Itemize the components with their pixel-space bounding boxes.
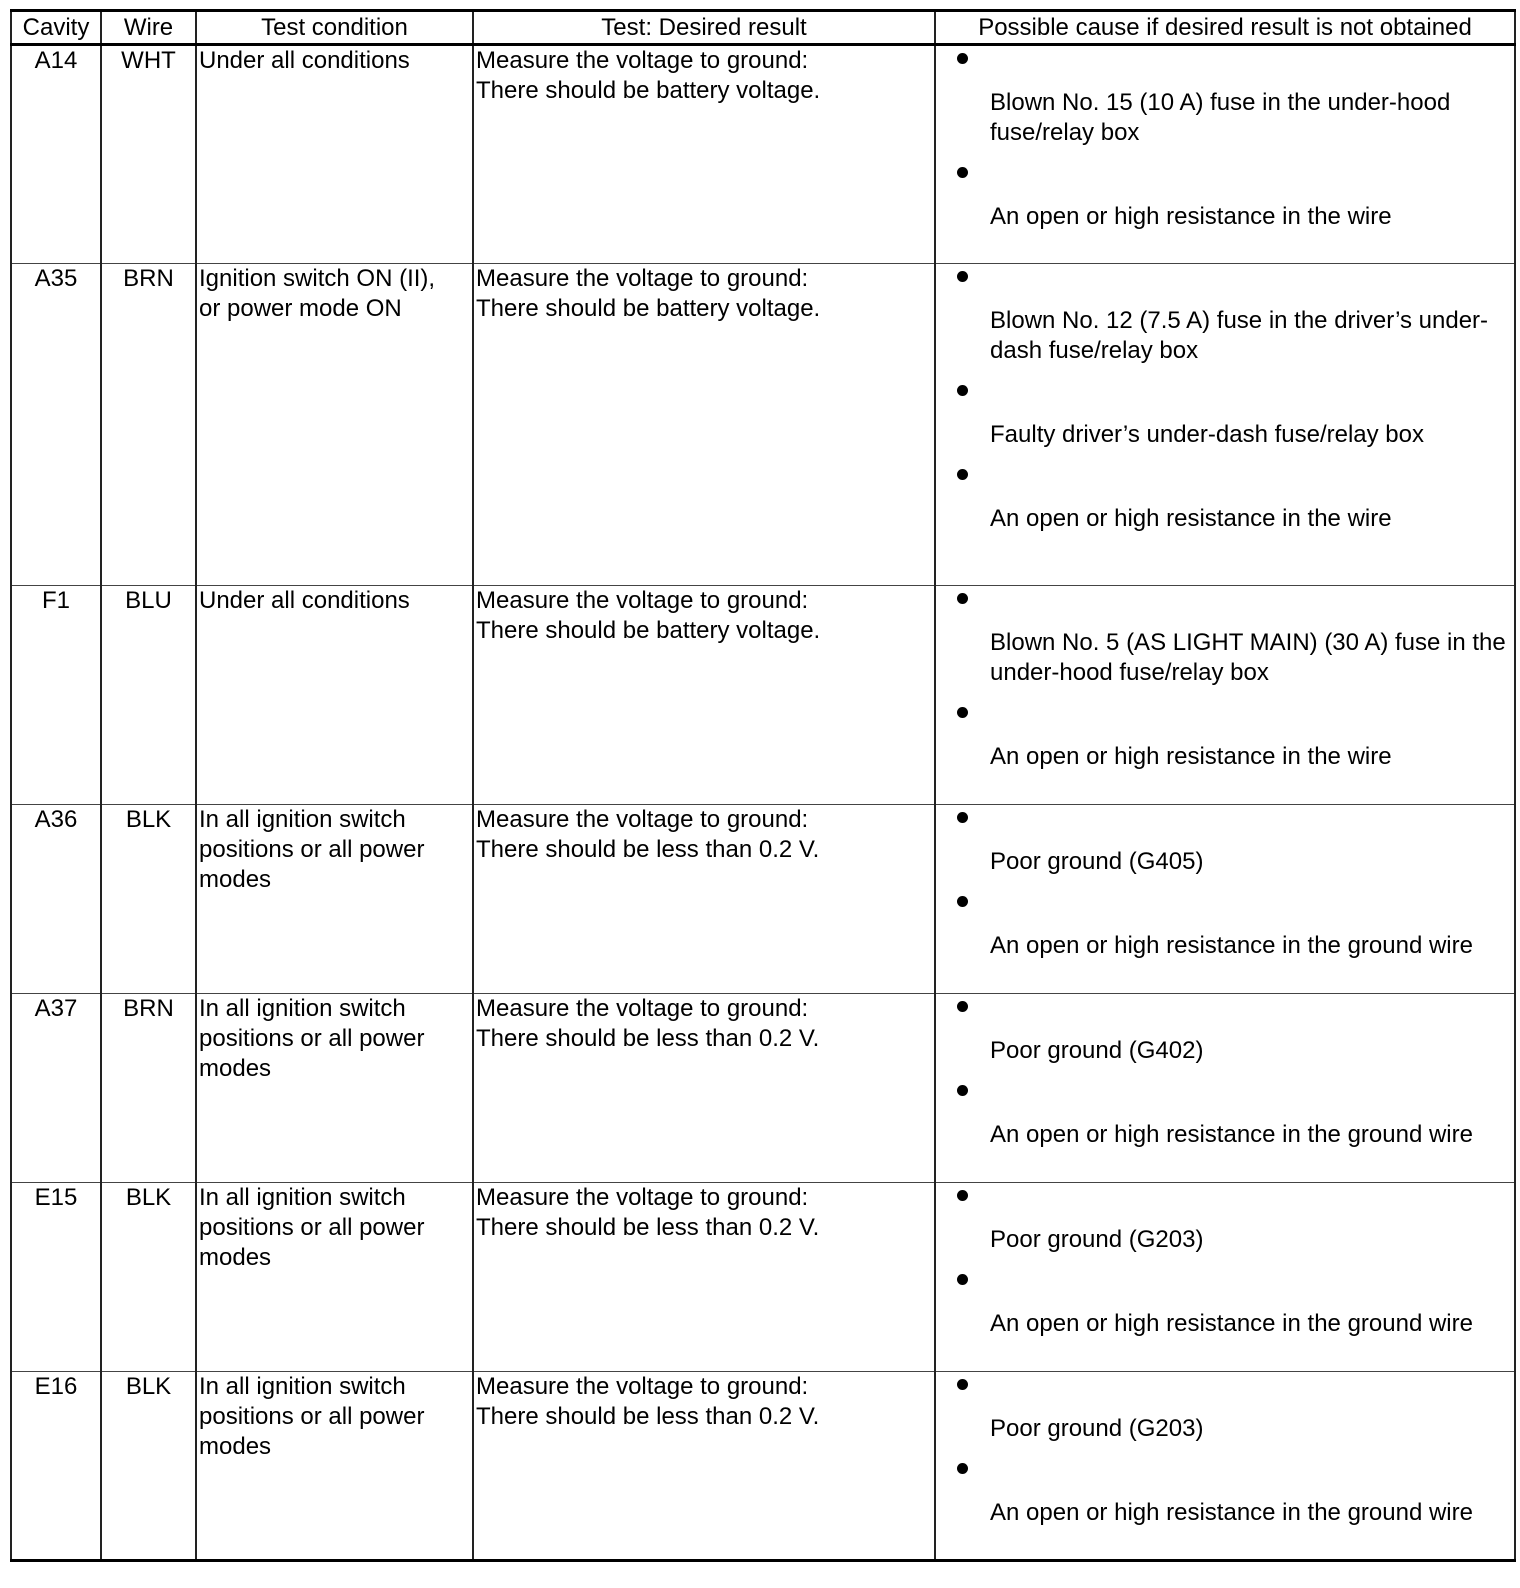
cell-wire: WHT	[101, 45, 196, 264]
bullet-icon	[957, 385, 968, 396]
cell-possible-cause	[935, 586, 1515, 805]
cell-possible-cause	[935, 1372, 1515, 1561]
cell-possible-cause	[935, 1183, 1515, 1372]
cell-test-condition: Ignition switch ON (II), or power mode ON	[196, 264, 473, 586]
header-test-condition: Test condition	[196, 11, 473, 45]
cause-text: Poor ground (G203)	[990, 1415, 1204, 1442]
bullet-icon	[957, 53, 968, 64]
bullet-icon	[957, 469, 968, 480]
cell-cavity: A36	[11, 805, 101, 994]
bullet-icon	[957, 896, 968, 907]
cause-text: An open or high resistance in the ground wire	[990, 932, 1473, 959]
cause-item	[938, 994, 1512, 1078]
cell-wire: BRN	[101, 264, 196, 586]
bullet-icon	[957, 812, 968, 823]
cause-item	[938, 46, 1512, 160]
cause-item	[938, 378, 1512, 462]
cell-cavity: A14	[11, 45, 101, 264]
cause-text: Poor ground (G405)	[990, 848, 1204, 875]
table-row	[11, 264, 1515, 586]
cause-item	[938, 264, 1512, 378]
cell-possible-cause	[935, 264, 1515, 586]
bullet-icon	[957, 1001, 968, 1012]
header-possible-cause: Possible cause if desired result is not obtained	[935, 11, 1515, 45]
cause-item	[938, 160, 1512, 232]
cause-item	[938, 889, 1512, 961]
cell-test-condition: In all ignition switch positions or all power modes	[196, 805, 473, 994]
cell-possible-cause	[935, 994, 1515, 1183]
cell-wire: BLK	[101, 1372, 196, 1561]
cause-text: An open or high resistance in the wire	[990, 203, 1392, 230]
cell-wire: BLK	[101, 805, 196, 994]
table-row	[11, 1183, 1515, 1372]
bullet-icon	[957, 1463, 968, 1474]
cell-test-desired-result: Measure the voltage to ground: There should be battery voltage.	[473, 586, 935, 805]
cause-item	[938, 700, 1512, 772]
cause-text: An open or high resistance in the wire	[990, 505, 1392, 532]
header-test-desired-result: Test: Desired result	[473, 11, 935, 45]
cell-wire: BRN	[101, 994, 196, 1183]
cause-text: An open or high resistance in the ground wire	[990, 1121, 1473, 1148]
header-cavity: Cavity	[11, 11, 101, 45]
cause-item	[938, 1183, 1512, 1267]
bullet-icon	[957, 593, 968, 604]
cause-text: Blown No. 15 (10 A) fuse in the under-hood fuse/relay box	[990, 89, 1451, 146]
bullet-icon	[957, 1274, 968, 1285]
table-row	[11, 805, 1515, 994]
cause-item	[938, 462, 1512, 534]
table-row	[11, 45, 1515, 264]
cell-cavity: A35	[11, 264, 101, 586]
troubleshooting-table	[10, 9, 1516, 1562]
cell-test-desired-result: Measure the voltage to ground: There should be less than 0.2 V.	[473, 1183, 935, 1372]
cause-text: Faulty driver’s under-dash fuse/relay box	[990, 421, 1424, 448]
cause-item	[938, 586, 1512, 700]
bullet-icon	[957, 707, 968, 718]
cause-text: Blown No. 5 (AS LIGHT MAIN) (30 A) fuse in the under-hood fuse/relay box	[990, 629, 1506, 686]
cell-test-desired-result: Measure the voltage to ground: There should be less than 0.2 V.	[473, 805, 935, 994]
cell-test-condition: Under all conditions	[196, 45, 473, 264]
cell-wire: BLK	[101, 1183, 196, 1372]
cause-item	[938, 1456, 1512, 1528]
table-row	[11, 994, 1515, 1183]
cell-cavity: F1	[11, 586, 101, 805]
cell-test-desired-result: Measure the voltage to ground: There should be less than 0.2 V.	[473, 994, 935, 1183]
cause-item	[938, 1078, 1512, 1150]
cell-possible-cause	[935, 805, 1515, 994]
cell-cavity: E16	[11, 1372, 101, 1561]
cell-test-desired-result: Measure the voltage to ground: There should be battery voltage.	[473, 45, 935, 264]
cause-item	[938, 805, 1512, 889]
cause-text: Poor ground (G402)	[990, 1037, 1204, 1064]
cause-item	[938, 1267, 1512, 1339]
bullet-icon	[957, 1379, 968, 1390]
cause-text: An open or high resistance in the ground wire	[990, 1310, 1473, 1337]
bullet-icon	[957, 1085, 968, 1096]
cell-test-condition: In all ignition switch positions or all power modes	[196, 1183, 473, 1372]
cause-text: An open or high resistance in the wire	[990, 743, 1392, 770]
cell-cavity: A37	[11, 994, 101, 1183]
header-wire: Wire	[101, 11, 196, 45]
cell-wire: BLU	[101, 586, 196, 805]
cause-text: Poor ground (G203)	[990, 1226, 1204, 1253]
cause-item	[938, 1372, 1512, 1456]
table-header-row	[11, 11, 1515, 45]
bullet-icon	[957, 1190, 968, 1201]
cell-test-desired-result: Measure the voltage to ground: There should be battery voltage.	[473, 264, 935, 586]
cell-cavity: E15	[11, 1183, 101, 1372]
cell-test-condition: In all ignition switch positions or all power modes	[196, 994, 473, 1183]
bullet-icon	[957, 167, 968, 178]
cell-possible-cause	[935, 45, 1515, 264]
cell-test-condition: Under all conditions	[196, 586, 473, 805]
cause-text: Blown No. 12 (7.5 A) fuse in the driver’s under-dash fuse/relay box	[990, 307, 1489, 364]
cause-text: An open or high resistance in the ground wire	[990, 1499, 1473, 1526]
cell-test-desired-result: Measure the voltage to ground: There should be less than 0.2 V.	[473, 1372, 935, 1561]
cell-test-condition: In all ignition switch positions or all power modes	[196, 1372, 473, 1561]
table-row	[11, 1372, 1515, 1561]
table-row	[11, 586, 1515, 805]
bullet-icon	[957, 271, 968, 282]
